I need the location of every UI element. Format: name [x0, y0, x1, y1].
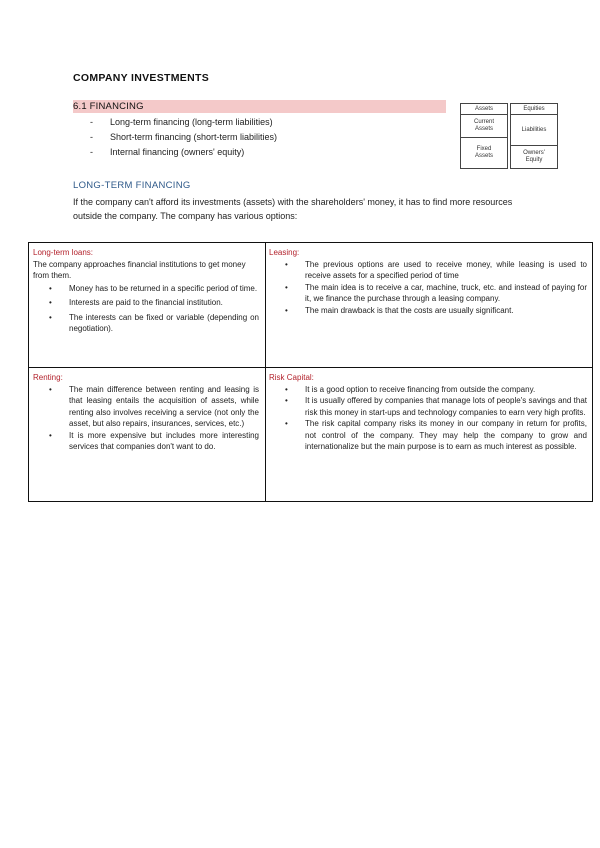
cell-heading: Long-term loans: — [33, 248, 94, 257]
cell-long-term-loans — [33, 247, 259, 335]
equities-box — [510, 103, 558, 169]
current-assets-label: Current Assets — [473, 119, 494, 132]
list-item: • Interests are paid to the financial institution. — [69, 297, 259, 309]
bullet-list — [269, 259, 587, 317]
liabilities-label: Liabilities — [521, 126, 547, 133]
cell-heading: Risk Capital: — [269, 373, 314, 382]
list-item: • It is a good option to receive financing from outside the company. — [305, 384, 587, 396]
dash-marker: - — [90, 147, 93, 157]
cell-leasing — [269, 247, 587, 316]
list-item — [90, 115, 277, 130]
list-item: • It is more expensive but includes more interesting services that companies don't want to do. — [69, 430, 259, 453]
equities-header: Equities — [523, 105, 545, 112]
list-item: • The main difference between renting and leasing is that leasing entails the acquisition of assets, while renting also involves receiving a service (not only the asset, but also repairs, insurances, services, etc.) — [69, 384, 259, 430]
cell-heading: Renting: — [33, 373, 63, 382]
bullet-list — [33, 283, 259, 335]
column-divider — [265, 243, 266, 501]
list-item-text: Short-term financing (short-term liabilities) — [110, 132, 278, 142]
cell-risk-capital — [269, 372, 587, 453]
list-item: • Money has to be returned in a specific period of time. — [69, 283, 259, 295]
assets-header: Assets — [474, 105, 493, 112]
financing-list — [90, 115, 277, 160]
row-divider — [29, 367, 592, 368]
list-item-text: Long-term financing (long-term liabilities) — [110, 117, 273, 127]
cell-heading: Leasing: — [269, 248, 300, 257]
list-item: • The risk capital company risks its money in our company in return for profits, not control of the company. They may help the company to grow and internationalize but the main purpose is to earn as much interest as possible. — [305, 418, 587, 453]
assets-box — [460, 103, 508, 169]
list-item — [90, 145, 277, 160]
dash-marker: - — [90, 117, 93, 127]
section-heading: 6.1 FINANCING — [73, 101, 144, 112]
owners-equity-label: Owners' Equity — [523, 150, 545, 163]
fixed-assets-label: Fixed Assets — [474, 146, 493, 159]
cell-renting — [33, 372, 259, 453]
bullet-list — [269, 384, 587, 453]
dash-marker: - — [90, 132, 93, 142]
list-item: • The previous options are used to receive money, while leasing is used to receive assets for a specified period of time — [305, 259, 587, 282]
options-table — [28, 242, 593, 502]
list-item: • The main idea is to receive a car, machine, truck, etc. and instead of paying for it, we finance the purchase through a leasing company. — [305, 282, 587, 305]
page-title: COMPANY INVESTMENTS — [73, 72, 209, 84]
cell-text: The company approaches financial institutions to get money from them. — [33, 259, 246, 280]
list-item — [90, 130, 277, 145]
list-item: • It is usually offered by companies that manage lots of people's savings and that risk this money in start-ups and technology companies to earn very high profits. — [305, 395, 587, 418]
list-item: • The interests can be fixed or variable (depending on negotiation). — [69, 312, 259, 335]
list-item: • The main drawback is that the costs are usually significant. — [305, 305, 587, 317]
intro-paragraph: If the company can't afford its investments (assets) with the shareholders' money, it has to find more resources outside the company. The company has various options: — [73, 197, 513, 221]
bullet-list — [33, 384, 259, 453]
list-item-text: Internal financing (owners' equity) — [110, 147, 245, 157]
subheading: LONG-TERM FINANCING — [73, 180, 191, 191]
